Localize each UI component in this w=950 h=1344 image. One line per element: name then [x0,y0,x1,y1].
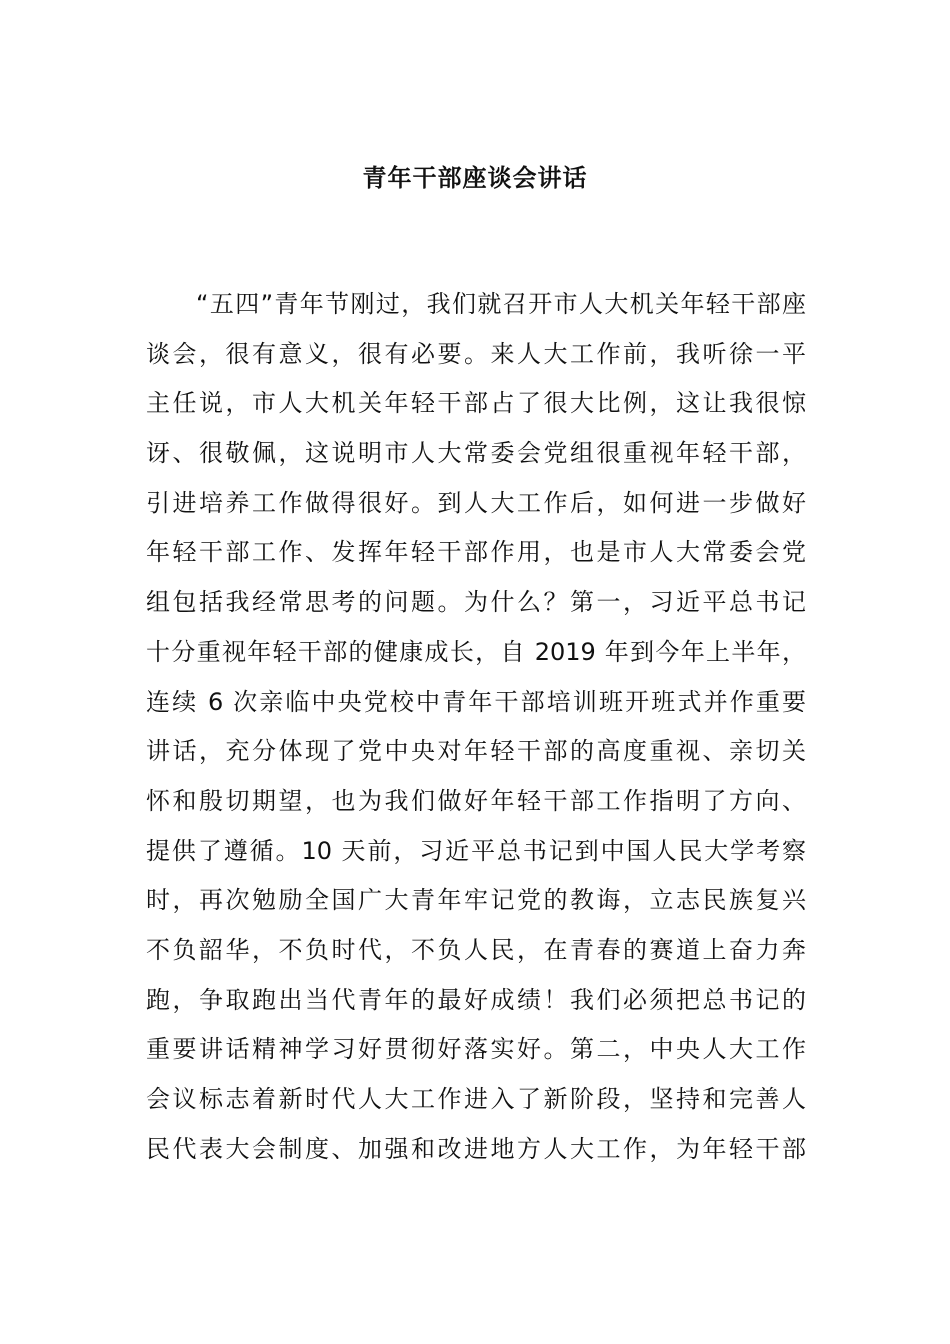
body-line: 跑，争取跑出当代青年的最好成绩！我们必须把总书记的 [146,985,806,1014]
body-line: “五四”青年节刚过，我们就召开市人大机关年轻干部座 [196,290,806,318]
body-line: 引进培养工作做得很好。到人大工作后，如何进一步做好 [146,488,806,517]
body-line: 提供了遵循。10 天前，习近平总书记到中国人民大学考察 [146,836,806,865]
body-line: 怀和殷切期望，也为我们做好年轻干部工作指明了方向、 [146,786,806,815]
body-line: 讲话，充分体现了党中央对年轻干部的高度重视、亲切关 [146,737,806,766]
body-line: 不负韶华，不负时代，不负人民，在青春的赛道上奋力奔 [146,935,806,964]
document-title: 青年干部座谈会讲话 [362,164,588,192]
body-line: 时，再次勉励全国广大青年牢记党的教诲，立志民族复兴 [146,886,806,915]
body-line: 重要讲话精神学习好贯彻好落实好。第二，中央人大工作 [146,1035,806,1064]
body-line: 主任说，市人大机关年轻干部占了很大比例，这让我很惊 [146,389,806,418]
body-line: 谈会，很有意义，很有必要。来人大工作前，我听徐一平 [146,339,806,368]
body-line: 讶、很敬佩，这说明市人大常委会党组很重视年轻干部， [146,439,806,468]
document-body [146,280,806,1174]
body-line: 年轻干部工作、发挥年轻干部作用，也是市人大常委会党 [146,538,806,567]
body-line: 组包括我经常思考的问题。为什么？第一，习近平总书记 [146,588,806,617]
body-line: 十分重视年轻干部的健康成长，自 2019 年到今年上半年， [146,637,806,666]
body-line: 连续 6 次亲临中央党校中青年干部培训班开班式并作重要 [146,687,806,716]
body-line: 会议标志着新时代人大工作进入了新阶段，坚持和完善人 [146,1085,806,1113]
body-line: 民代表大会制度、加强和改进地方人大工作，为年轻干部 [146,1134,806,1163]
